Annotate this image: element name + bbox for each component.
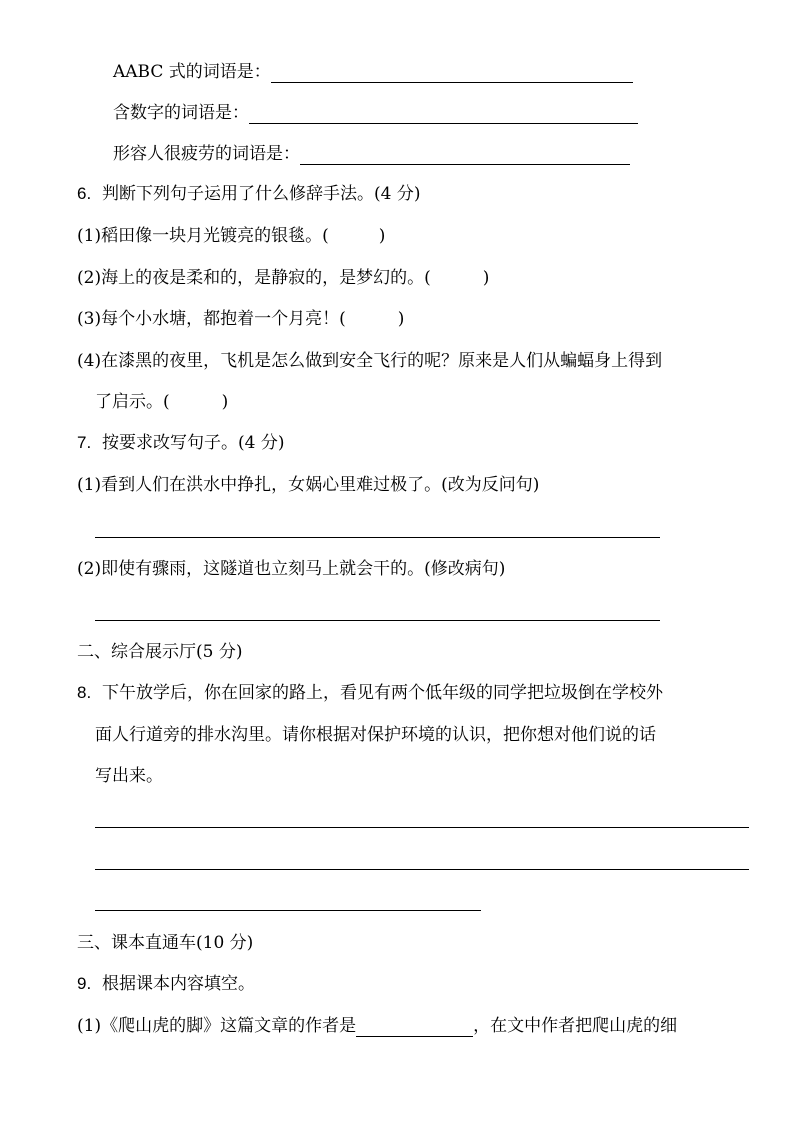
q6-heading — [77, 182, 420, 206]
item-text: (2)即使有骤雨，这隧道也立刻马上就会干的。(修改病句) — [77, 559, 506, 579]
q5-tired-label: 形容人很疲劳的词语是： — [113, 144, 300, 164]
answer-line[interactable] — [95, 910, 481, 911]
q7-item-1 — [77, 473, 539, 497]
question-title: 根据课本内容填空。 — [102, 974, 255, 994]
q5-number-label: 含数字的词语是： — [113, 103, 249, 123]
q6-item-3 — [77, 307, 404, 331]
q8-line-2 — [95, 723, 656, 747]
answer-line[interactable] — [95, 620, 660, 621]
q6-item-4-cont — [95, 390, 228, 414]
section-title: 二、综合展示厅(5 分) — [77, 642, 243, 662]
item-text: (1)《爬山虎的脚》这篇文章的作者是 — [77, 1016, 357, 1036]
q6-item-1 — [77, 224, 385, 248]
answer-line[interactable] — [95, 537, 660, 538]
section-heading-3 — [77, 931, 253, 955]
close-paren: ) — [397, 309, 405, 329]
question-text: 面人行道旁的排水沟里。请你根据对保护环境的认识，把你想对他们说的话 — [95, 725, 656, 745]
q8-line-1 — [77, 681, 663, 705]
item-text: (2)海上的夜是柔和的，是静寂的，是梦幻的。( — [77, 268, 431, 288]
section-heading-2 — [77, 640, 242, 664]
answer-line[interactable] — [95, 827, 749, 828]
answer-blank[interactable] — [249, 122, 638, 124]
close-paren: ) — [482, 268, 490, 288]
close-paren: ) — [221, 392, 229, 412]
q8-line-3 — [95, 764, 163, 788]
q7-heading — [77, 431, 284, 455]
question-title: 按要求改写句子。(4 分) — [102, 433, 285, 453]
question-number: 7. — [77, 433, 92, 452]
item-text: (4)在漆黑的夜里，飞机是怎么做到安全飞行的呢？原来是人们从蝙蝠身上得到 — [77, 351, 663, 371]
question-number: 6. — [77, 184, 92, 203]
q5-aabc-prompt — [113, 60, 633, 84]
close-paren: ) — [378, 226, 386, 246]
q5-aabc-label: AABC 式的词语是： — [113, 62, 271, 82]
item-text: (3)每个小水塘，都抱着一个月亮！( — [77, 309, 346, 329]
question-text: 写出来。 — [95, 766, 163, 786]
q5-tired-prompt — [113, 142, 630, 166]
question-text: 下午放学后，你在回家的路上，看见有两个低年级的同学把垃圾倒在学校外 — [102, 683, 663, 703]
item-text: (1)看到人们在洪水中挣扎，女娲心里难过极了。(改为反问句) — [77, 475, 540, 495]
question-number: 8. — [77, 683, 92, 702]
answer-blank[interactable] — [300, 163, 630, 165]
answer-line[interactable] — [95, 869, 749, 870]
q5-number-prompt — [113, 101, 638, 125]
q7-item-2 — [77, 557, 505, 581]
answer-blank[interactable] — [356, 1035, 473, 1037]
question-title: 判断下列句子运用了什么修辞手法。(4 分) — [102, 184, 421, 204]
question-number: 9. — [77, 974, 92, 993]
q9-heading — [77, 972, 255, 996]
item-text: ，在文中作者把爬山虎的细 — [473, 1016, 678, 1036]
item-text: (1)稻田像一块月光镀亮的银毯。( — [77, 226, 329, 246]
q6-item-2 — [77, 266, 489, 290]
q6-item-4 — [77, 349, 662, 373]
q9-item-1 — [77, 1014, 677, 1038]
answer-blank[interactable] — [271, 81, 633, 83]
item-text: 了启示。( — [95, 392, 170, 412]
section-title: 三、课本直通车(10 分) — [77, 933, 254, 953]
